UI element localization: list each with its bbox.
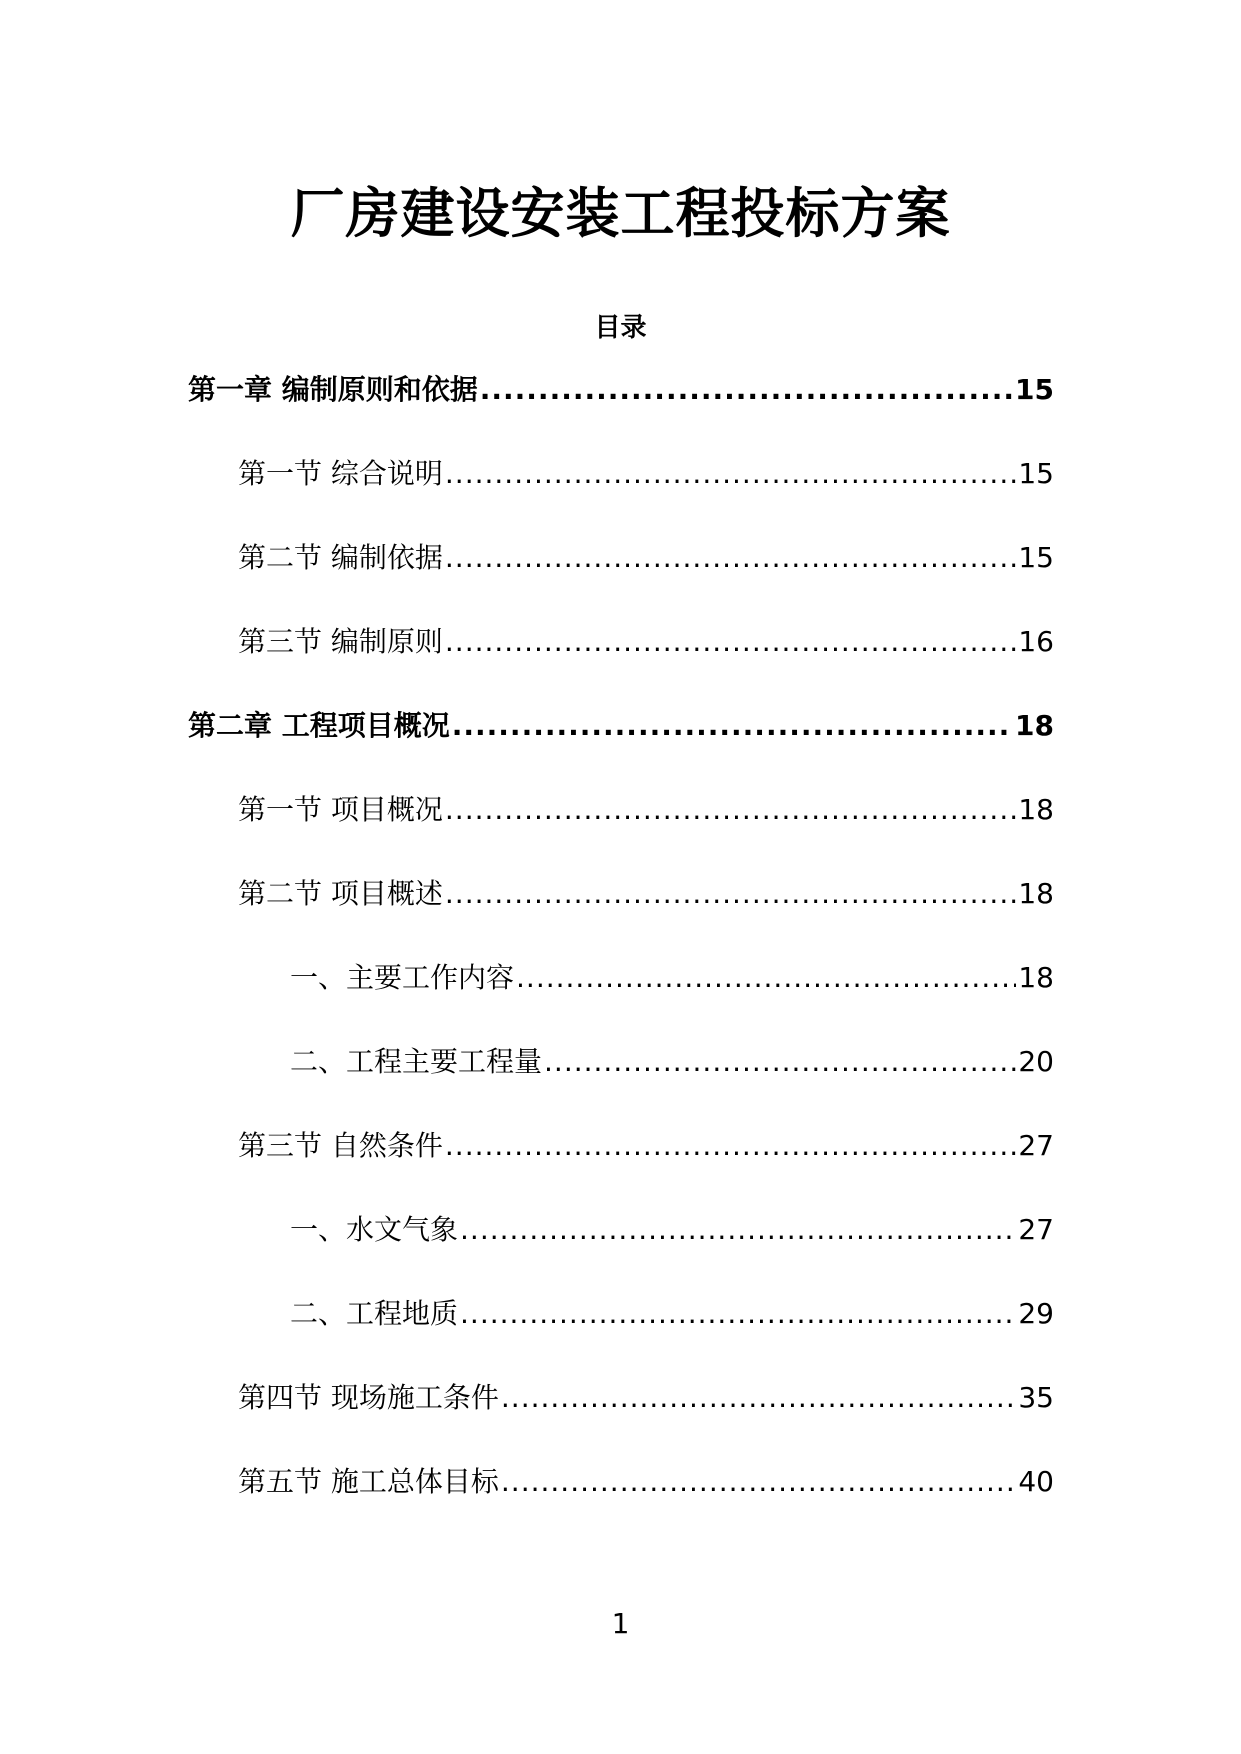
toc-entry-label: 第二章 工程项目概况: [188, 709, 450, 742]
toc-entry-page: 27: [1018, 1129, 1054, 1162]
toc-entry-label: 二、工程地质: [290, 1297, 459, 1330]
toc-entry-section[interactable]: [0, 872, 1241, 956]
toc-entry-section[interactable]: [0, 620, 1241, 704]
toc-entry-page: 16: [1018, 625, 1054, 658]
toc-entry-label: 第二节 编制依据: [238, 541, 443, 574]
toc-dot-leader: [445, 872, 1016, 916]
toc-entry-section[interactable]: [0, 1460, 1241, 1544]
toc-entry-page: 15: [1018, 457, 1054, 490]
toc-dot-leader: [445, 788, 1016, 832]
toc-entry-label: 第四节 现场施工条件: [238, 1381, 499, 1414]
toc-heading: 目录: [594, 313, 647, 343]
page-number: 1: [611, 1607, 630, 1640]
toc-entry-page: 27: [1018, 1213, 1054, 1246]
toc-entry-label: 第一章 编制原则和依据: [188, 373, 478, 406]
toc-entry-subsection[interactable]: [0, 1292, 1241, 1376]
toc-entry-page: 18: [1015, 709, 1054, 742]
toc-entry-label: 一、主要工作内容: [290, 961, 515, 994]
toc-entry-section[interactable]: [0, 536, 1241, 620]
toc-entry-page: 15: [1018, 541, 1054, 574]
toc-entry-label: 一、水文气象: [290, 1213, 459, 1246]
toc-entry-label: 第三节 编制原则: [238, 625, 443, 658]
toc-entry-label: 第五节 施工总体目标: [238, 1465, 499, 1498]
toc-entry-page: 29: [1018, 1297, 1054, 1330]
table-of-contents: [0, 368, 1241, 1544]
toc-dot-leader: [460, 1292, 1016, 1336]
toc-entry-chapter-1[interactable]: [0, 368, 1241, 452]
toc-dot-leader: [501, 1460, 1016, 1504]
toc-entry-section[interactable]: [0, 788, 1241, 872]
toc-dot-leader: [445, 1124, 1016, 1168]
toc-entry-section[interactable]: [0, 1376, 1241, 1460]
toc-dot-leader: [445, 620, 1016, 664]
toc-entry-page: 20: [1018, 1045, 1054, 1078]
toc-entry-subsection[interactable]: [0, 956, 1241, 1040]
toc-entry-label: 第二节 项目概述: [238, 877, 443, 910]
toc-dot-leader: [544, 1040, 1016, 1084]
toc-entry-subsection[interactable]: [0, 1040, 1241, 1124]
toc-entry-label: 二、工程主要工程量: [290, 1045, 543, 1078]
toc-dot-leader: [452, 704, 1013, 748]
toc-entry-label: 第一节 综合说明: [238, 457, 443, 490]
toc-dot-leader: [445, 536, 1016, 580]
toc-entry-page: 15: [1015, 373, 1054, 406]
toc-dot-leader: [445, 452, 1016, 496]
toc-entry-label: 第三节 自然条件: [238, 1129, 443, 1162]
toc-entry-section[interactable]: [0, 1124, 1241, 1208]
toc-dot-leader: [460, 1208, 1016, 1252]
toc-entry-page: 35: [1018, 1381, 1054, 1414]
toc-entry-page: 18: [1018, 793, 1054, 826]
toc-dot-leader: [501, 1376, 1016, 1420]
toc-entry-page: 18: [1018, 961, 1054, 994]
toc-entry-subsection[interactable]: [0, 1208, 1241, 1292]
toc-entry-section[interactable]: [0, 452, 1241, 536]
document-title: 厂房建设安装工程投标方案: [290, 182, 951, 245]
toc-dot-leader: [516, 956, 1016, 1000]
toc-entry-label: 第一节 项目概况: [238, 793, 443, 826]
toc-entry-page: 40: [1018, 1465, 1054, 1498]
toc-entry-page: 18: [1018, 877, 1054, 910]
toc-dot-leader: [480, 368, 1013, 412]
toc-entry-chapter-2[interactable]: [0, 704, 1241, 788]
